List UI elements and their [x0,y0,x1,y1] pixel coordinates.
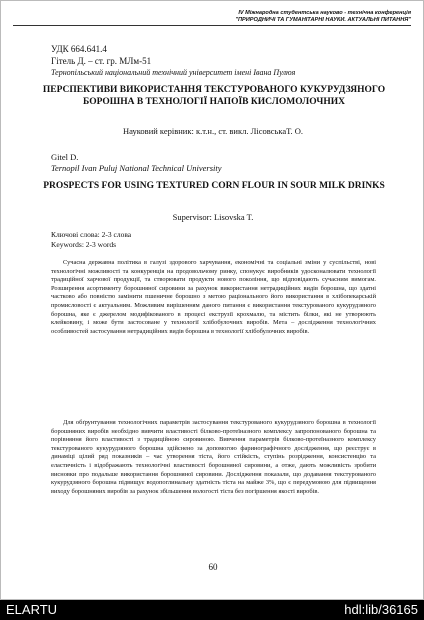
article-title-ua: ПЕРСПЕКТИВИ ВИКОРИСТАННЯ ТЕКСТУРОВАНОГО КУКУРУДЗЯНОГО БОРОШНА В ТЕХНОЛОГІЇ НАПОЇВ КИСЛОМОЛОЧНИХ [42,85,386,107]
repository-name[interactable]: ELARTU [6,602,58,617]
conference-line-2: "ПРИРОДНИЧІ ТА ГУМАНІТАРНІ НАУКИ. АКТУАЛЬНІ ПИТАННЯ" [235,17,411,23]
conference-line-1: IV Міжнародна студентська науково - технічна конференція [238,10,411,16]
footer-bar [0,600,424,620]
keywords-ua: Ключові слова: 2-3 слова [51,230,132,239]
supervisor-en: Supervisor: Lisovska T. [172,212,254,222]
institution-ua: Тернопільський національний технічний університет імені Івана Пулюя [51,68,296,77]
body-paragraph-1: Сучасна державна політика в галузі здорового харчування, економічні та соціальні зміни у суспільстві, нові технологічні можливості та конкуренція на продовольчому ринку, спонукує виробників удосконалювати технології традиційної харчової продукції, та створювати продукти нового покоління, що відповідають сучасним вимогам. Розширення асортименту борошняної сировини за рахунок використання нетрадиційних видів борошна, що здатні частково або повністю замінити пшеничне борошно з метою раціонального його використання в хлібопекарській промисловості є актуальним. Можливим вирішенням даного питання є використання текстурованого кукурудзяного борошна, яке є джерелом модифікованого в процесі екструзії крохмалю, та містить білки, які не утворюють клейковину, і може бути застосоване у технології хлібобулочних виробів. Мета – дослідження технологічних особливостей застосування нетрадиційних видів борошна в технології хлібобулочних виробів. [51,259,376,335]
author-ua: Гітель Д. – ст. гр. МЛм-51 [51,56,152,66]
header-rule [13,25,411,26]
keywords-en: Keywords: 2-3 words [51,240,116,249]
institution-en: Ternopil Ivan Puluj National Technical University [51,163,222,173]
supervisor-ua: Науковий керівник: к.т.н., ст. викл. ЛісовськаТ. О. [123,126,303,136]
udk-code: УДК 664.641.4 [51,44,107,54]
article-title-en: PROSPECTS FOR USING TEXTURED CORN FLOUR IN SOUR MILK DRINKS [43,181,385,191]
conference-header [151,10,411,24]
author-en: Gitel D. [51,152,79,162]
body-paragraph-2: Для обґрунтування технологічних параметрів застосування текстурованого кукурудзяного борошна в технології борошняних виробів необхідно вивчити властивості білково-протеїназного комплексу запропонованого борошна та порівняння його властивості з традиційною сировиною. Вивчення параметрів білково-протеїназного комплексу текстурованого кукурудзяного борошна здійснено за допомогою фаринографічного дослідження, що реєструє в динаміці цілий ряд показників – час утворення тіста, його стійкість, ступінь розрідження, консистенцію та еластичність і відображають технологічні властивості борошняної сировини, а отже, дають можливість зробити висновки про подальше використання борошняної сировини. Дослідження показали, що додавання текстурованого кукурудзяного борошна підвищує водопоглинальну здатність тіста на майже 3%, що є передумовою для підвищення виходу борошняних виробів за рахунок збільшення вологості тіста без погіршення якості виробів. [51,419,376,495]
handle-link[interactable]: hdl:lib/36165 [344,602,418,617]
page-number: 60 [208,562,218,572]
